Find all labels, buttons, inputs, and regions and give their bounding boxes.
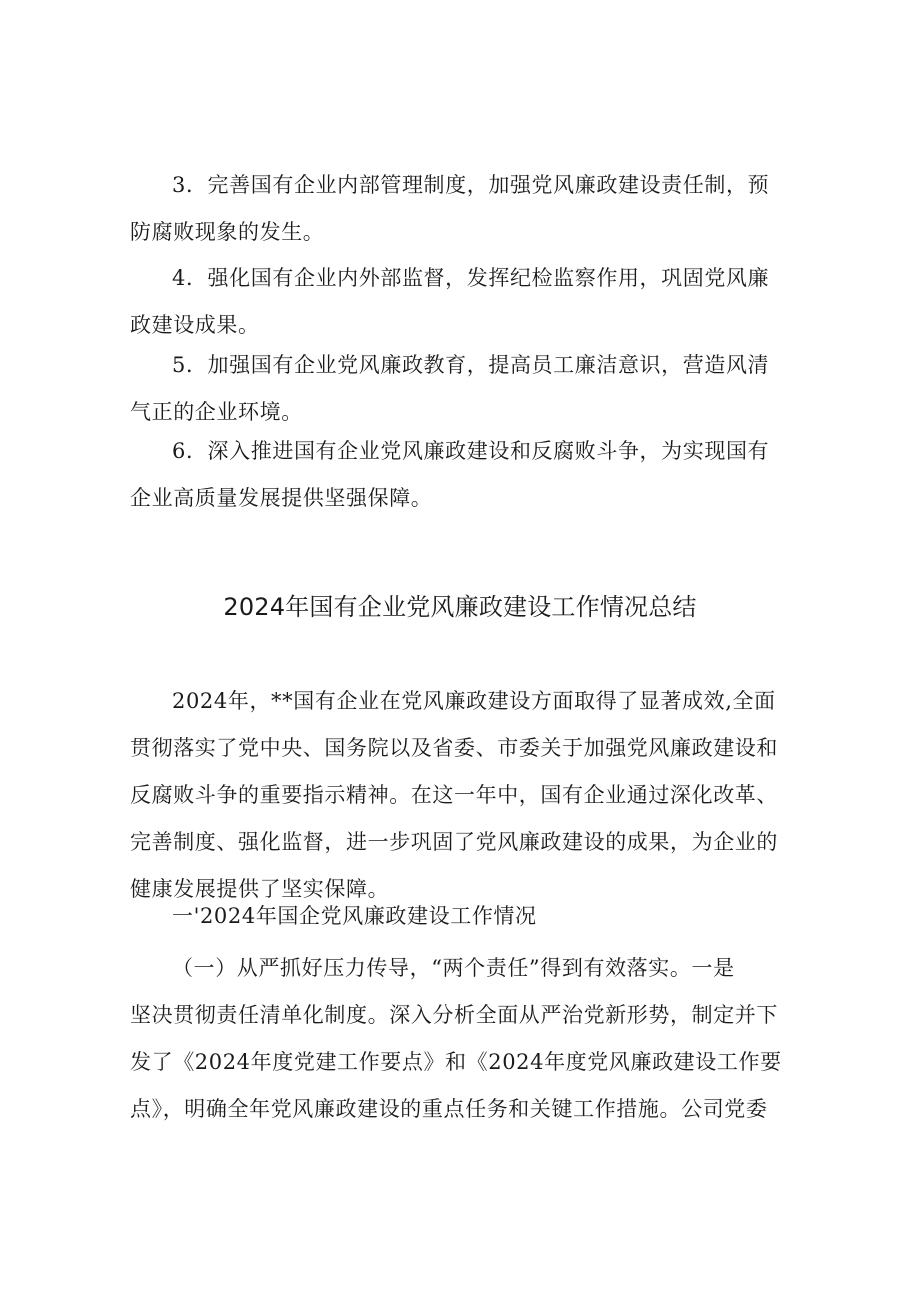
- paragraph-line: 坚决贯彻责任清单化制度。深入分析全面从严治党新形势，制定并下: [130, 1003, 778, 1027]
- section-heading: [130, 893, 798, 940]
- paragraph-line: 完善制度、强化监督，进一步巩固了党风廉政建设的成果，为企业的: [130, 830, 778, 854]
- list-item-line: 企业高质量发展提供坚强保障。: [130, 486, 433, 510]
- list-item-3: [130, 162, 798, 256]
- list-item-4: [130, 255, 798, 349]
- paragraph-line: （一）从严抓好压力传导，“两个责任”得到有效落实。一是: [172, 956, 735, 980]
- subsection-paragraph: [130, 945, 798, 1133]
- paragraph-line: 2024年，**国有企业在党风廉政建设方面取得了显著成效,全面: [172, 689, 776, 713]
- list-item-line: 6．深入推进国有企业党风廉政建设和反腐败斗争，为实现国有: [172, 439, 770, 463]
- document-title: 2024年国有企业党风廉政建设工作情况总结: [223, 593, 697, 621]
- paragraph-line: 贯彻落实了党中央、国务院以及省委、市委关于加强党风廉政建设和: [130, 736, 778, 760]
- paragraph-line: 点》，明确全年党风廉政建设的重点任务和关键工作措施。公司党委: [130, 1097, 768, 1121]
- paragraph-line: 健康发展提供了坚实保障。: [130, 877, 390, 901]
- list-item-5: [130, 342, 798, 436]
- list-item-line: 5．加强国有企业党风廉政教育，提高员工廉洁意识，营造风清: [172, 353, 770, 377]
- list-item-line: 3．完善国有企业内部管理制度，加强党风廉政建设责任制，预: [172, 173, 770, 197]
- paragraph-line: 反腐败斗争的重要指示精神。在这一年中，国有企业通过深化改革、: [130, 783, 778, 807]
- list-item-6: [130, 428, 798, 522]
- section-heading-text: 一'2024年国企党风廉政建设工作情况: [172, 904, 537, 928]
- list-item-line: 气正的企业环境。: [130, 400, 303, 424]
- list-item-line: 政建设成果。: [130, 313, 260, 337]
- list-item-line: 4．强化国有企业内外部监督，发挥纪检监察作用，巩固党风廉: [172, 266, 770, 290]
- list-item-line: 防腐败现象的发生。: [130, 220, 325, 244]
- intro-paragraph: [130, 678, 798, 913]
- paragraph-line: 发了《2024年度党建工作要点》和《2024年度党风廉政建设工作要: [130, 1050, 782, 1074]
